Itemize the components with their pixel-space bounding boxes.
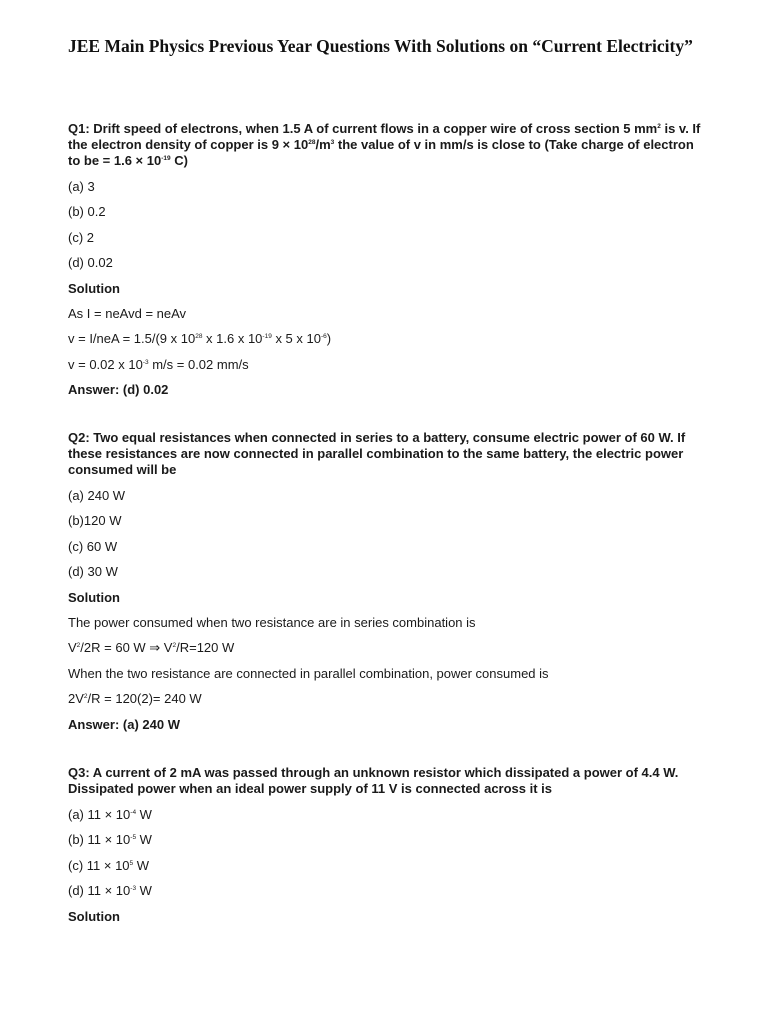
solution-text-part: x 5 x 10 <box>271 331 321 347</box>
superscript: -19 <box>161 155 171 162</box>
question-1-text-part: /m <box>315 137 331 152</box>
option-b: (b)120 W <box>68 513 122 529</box>
option-text-part: W <box>136 832 152 848</box>
solution-text-part: V <box>68 640 77 656</box>
option-a <box>68 807 708 832</box>
solution-line-4 <box>68 691 708 716</box>
solution-text-part: v = 0.02 x 10 <box>68 356 143 372</box>
solution-text-part: x 1.6 x 10 <box>202 331 263 347</box>
superscript: 3 <box>330 139 335 146</box>
option-d: (d) 0.02 <box>68 255 113 271</box>
option-text-part: W <box>136 807 152 822</box>
superscript: -19 <box>262 333 272 341</box>
question-3-text: Q3: A current of 2 mA was passed through an unknown resistor which dissipated a power of 4.4 W. Dissipated power when an ideal power supply of 11 V is connected across it is <box>68 765 679 796</box>
superscript: 28 <box>308 139 316 146</box>
question-1-text-part: the value of v in mm/s is close to (Take charge of electron to be = 1.6 × 10 <box>68 137 694 168</box>
solution-line-2 <box>68 331 708 356</box>
question-1-text-part: C) <box>170 153 188 168</box>
superscript: 2 <box>172 642 177 650</box>
question-2-block <box>68 430 708 742</box>
option-c <box>68 858 708 883</box>
solution-line-1: The power consumed when two resistance are in series combination is <box>68 614 476 630</box>
option-text-part: (a) 11 × 10 <box>68 807 131 822</box>
option-d <box>68 883 708 908</box>
superscript: -3 <box>130 885 137 893</box>
answer-line: Answer: (d) 0.02 <box>68 382 169 398</box>
superscript: -4 <box>130 809 137 816</box>
solution-text-part: 2V <box>68 691 84 707</box>
question-1-text-part: is v. If the electron density of copper is 9 × 10 <box>68 121 701 152</box>
option-text-part: (c) 11 × 10 <box>68 857 130 873</box>
solution-heading: Solution <box>68 280 120 296</box>
question-1-text <box>68 121 708 169</box>
question-2-text: Q2: Two equal resistances when connected in series to a battery, consume electric power of 60 W. If these resistances are now connected in parallel combination to the same battery, the electric power consumed will be <box>68 430 686 477</box>
solution-text-part: /R=120 W <box>176 640 235 656</box>
superscript: 2 <box>83 693 88 701</box>
solution-line-2 <box>68 640 708 665</box>
answer-line: Answer: (a) 240 W <box>68 716 180 732</box>
option-b <box>68 832 708 857</box>
superscript: 5 <box>129 859 134 867</box>
solution-text-part: ) <box>326 331 332 347</box>
document-title: JEE Main Physics Previous Year Questions With Solutions on “Current Electricity” <box>68 36 693 56</box>
solution-heading: Solution <box>68 589 120 605</box>
option-d: (d) 30 W <box>68 564 118 580</box>
superscript: -3 <box>142 358 149 366</box>
question-1-text-part: Q1: Drift speed of electrons, when 1.5 A of current flows in a copper wire of cross section 5 mm <box>68 121 658 136</box>
option-a: (a) 3 <box>68 179 95 194</box>
solution-heading: Solution <box>68 908 120 924</box>
superscript: -6 <box>320 333 327 341</box>
solution-line-3: When the two resistance are connected in parallel combination, power consumed is <box>68 665 549 681</box>
option-text-part: W <box>133 857 150 873</box>
option-c: (c) 60 W <box>68 538 118 554</box>
option-b: (b) 0.2 <box>68 204 106 220</box>
option-text-part: W <box>136 883 152 899</box>
superscript: -5 <box>130 834 137 842</box>
question-1-block <box>68 121 708 408</box>
solution-line-3 <box>68 357 708 382</box>
solution-line-1: As I = neAvd = neAv <box>68 305 187 321</box>
option-a: (a) 240 W <box>68 488 126 503</box>
option-text-part: (d) 11 × 10 <box>68 883 131 899</box>
superscript: 2 <box>657 123 661 130</box>
solution-text-part: v = I/neA = 1.5/(9 x 10 <box>68 331 196 347</box>
superscript: 2 <box>76 642 81 650</box>
solution-text-part: m/s = 0.02 mm/s <box>148 356 249 372</box>
solution-text-part: /2R = 60 W ⇒ V <box>80 640 173 656</box>
solution-text-part: /R = 120(2)= 240 W <box>87 691 202 707</box>
superscript: 28 <box>195 333 203 341</box>
option-c: (c) 2 <box>68 229 94 245</box>
question-3-block <box>68 765 708 934</box>
option-text-part: (b) 11 × 10 <box>68 832 131 848</box>
